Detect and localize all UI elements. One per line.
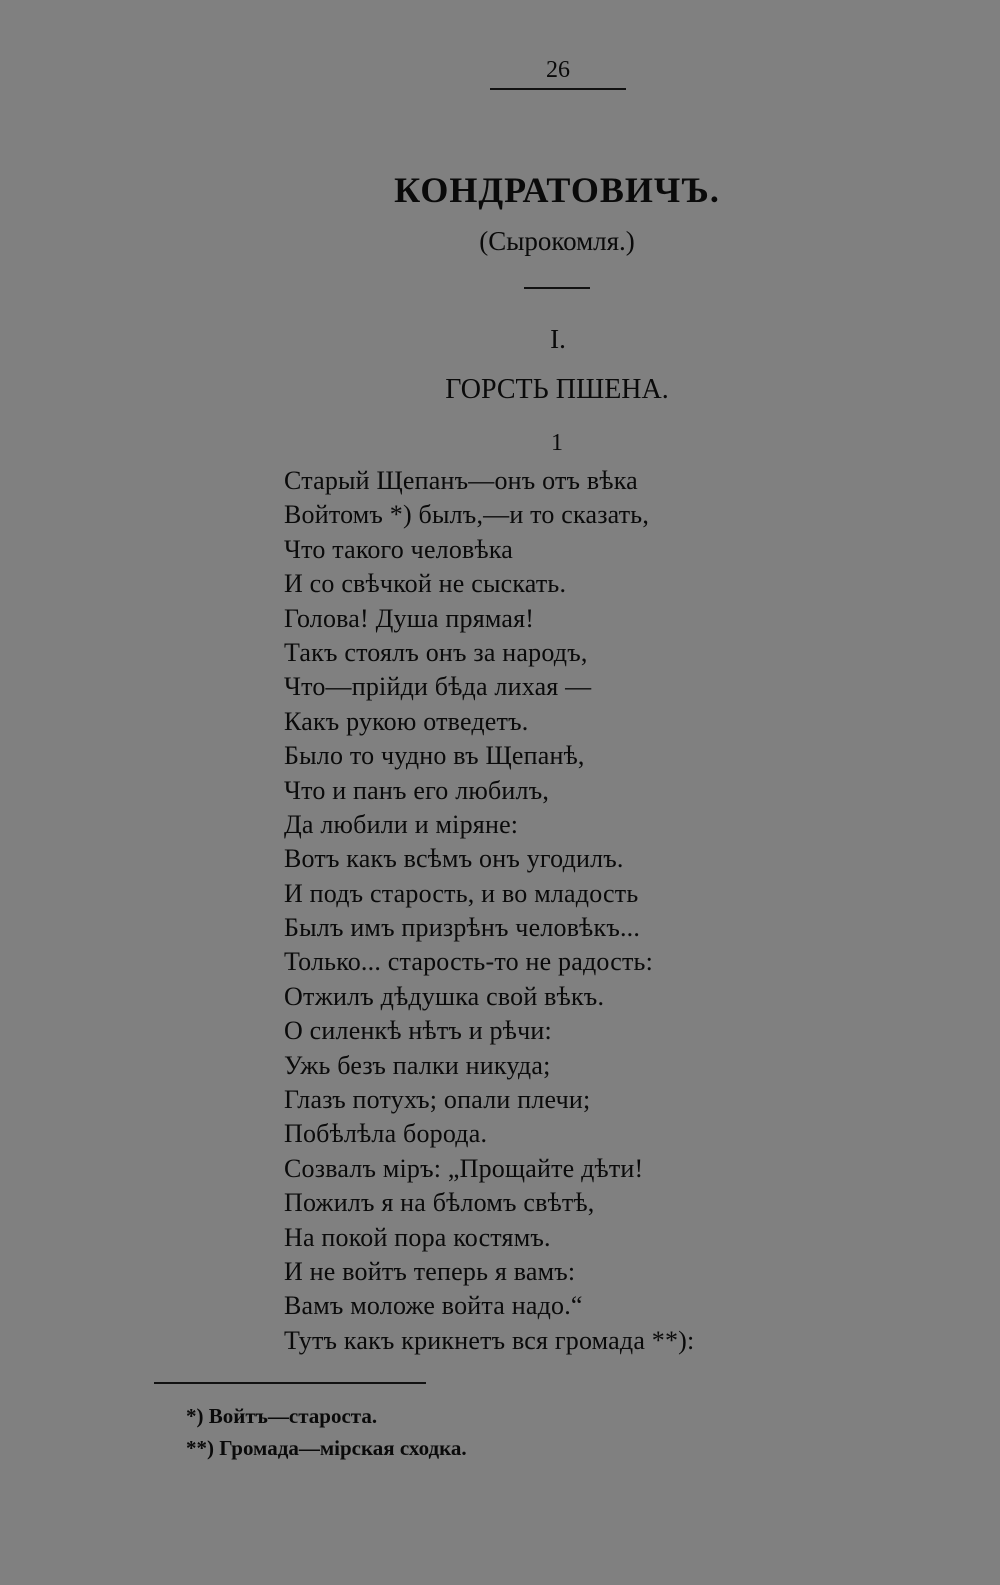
author-subtitle: (Сырокомля.) (479, 226, 635, 256)
part-title: ГОРСТЬ ПШЕНА. (445, 374, 669, 405)
poem-line: Да любили и міряне: (284, 809, 519, 839)
footnote: **) Громада—мірская сходка. (186, 1436, 467, 1460)
poem-line: Глазъ потухъ; опали плечи; (284, 1085, 591, 1115)
part-number: I. (550, 324, 566, 354)
page-number: 26 (490, 56, 626, 90)
poem-line: Тутъ какъ крикнетъ вся громада **): (284, 1325, 695, 1355)
poem-line: Вотъ какъ всѣмъ онъ угодилъ. (284, 844, 624, 874)
poem-line: На покой пора костямъ. (284, 1222, 551, 1252)
poem-line: Такъ стоялъ онъ за народъ, (284, 637, 588, 667)
poem-line: Что—прійди бѣда лихая — (284, 672, 592, 702)
footnote: *) Войтъ—староста. (186, 1404, 378, 1428)
footnote-divider (154, 1382, 426, 1384)
poem-line: Что такого человѣка (284, 534, 514, 564)
poem-line: Какъ рукою отведетъ. (284, 706, 529, 736)
title-divider (524, 287, 590, 289)
poem-line: Созвалъ міръ: „Прощайте дѣти! (284, 1153, 644, 1183)
poem-line: Пожилъ я на бѣломъ свѣтѣ, (284, 1188, 595, 1218)
poem-line: Вамъ моложе войта надо.“ (284, 1291, 583, 1321)
poem-line: Голова! Душа прямая! (284, 603, 535, 633)
poem-line: Только... старость-то не радость: (284, 947, 654, 977)
poem-body (284, 464, 744, 1358)
poem-line: Былъ имъ призрѣнъ человѣкъ... (284, 913, 641, 943)
poem-line: Войтомъ *) былъ,—и то сказать, (284, 500, 650, 530)
poem-line: Побѣлѣла борода. (284, 1119, 488, 1149)
poem-line: Отжилъ дѣдушка свой вѣкъ. (284, 981, 605, 1011)
page-title: КОНДРАТОВИЧЪ. (394, 170, 720, 210)
poem-line: И подъ старость, и во младость (284, 878, 639, 908)
poem-line: Было то чудно въ Щепанѣ, (284, 741, 585, 771)
footnotes (186, 1400, 467, 1464)
poem-line: И не войтъ теперь я вамъ: (284, 1256, 576, 1286)
poem-line: О силенкѣ нѣтъ и рѣчи: (284, 1016, 552, 1046)
poem-line: Что и панъ его любилъ, (284, 775, 550, 805)
poem-line: Старый Щепанъ—онъ отъ вѣка (284, 466, 638, 495)
poem-line: И со свѣчкой не сыскать. (284, 569, 567, 599)
poem-line: Ужь безъ палки никуда; (284, 1050, 551, 1080)
stanza-number: 1 (551, 430, 563, 456)
